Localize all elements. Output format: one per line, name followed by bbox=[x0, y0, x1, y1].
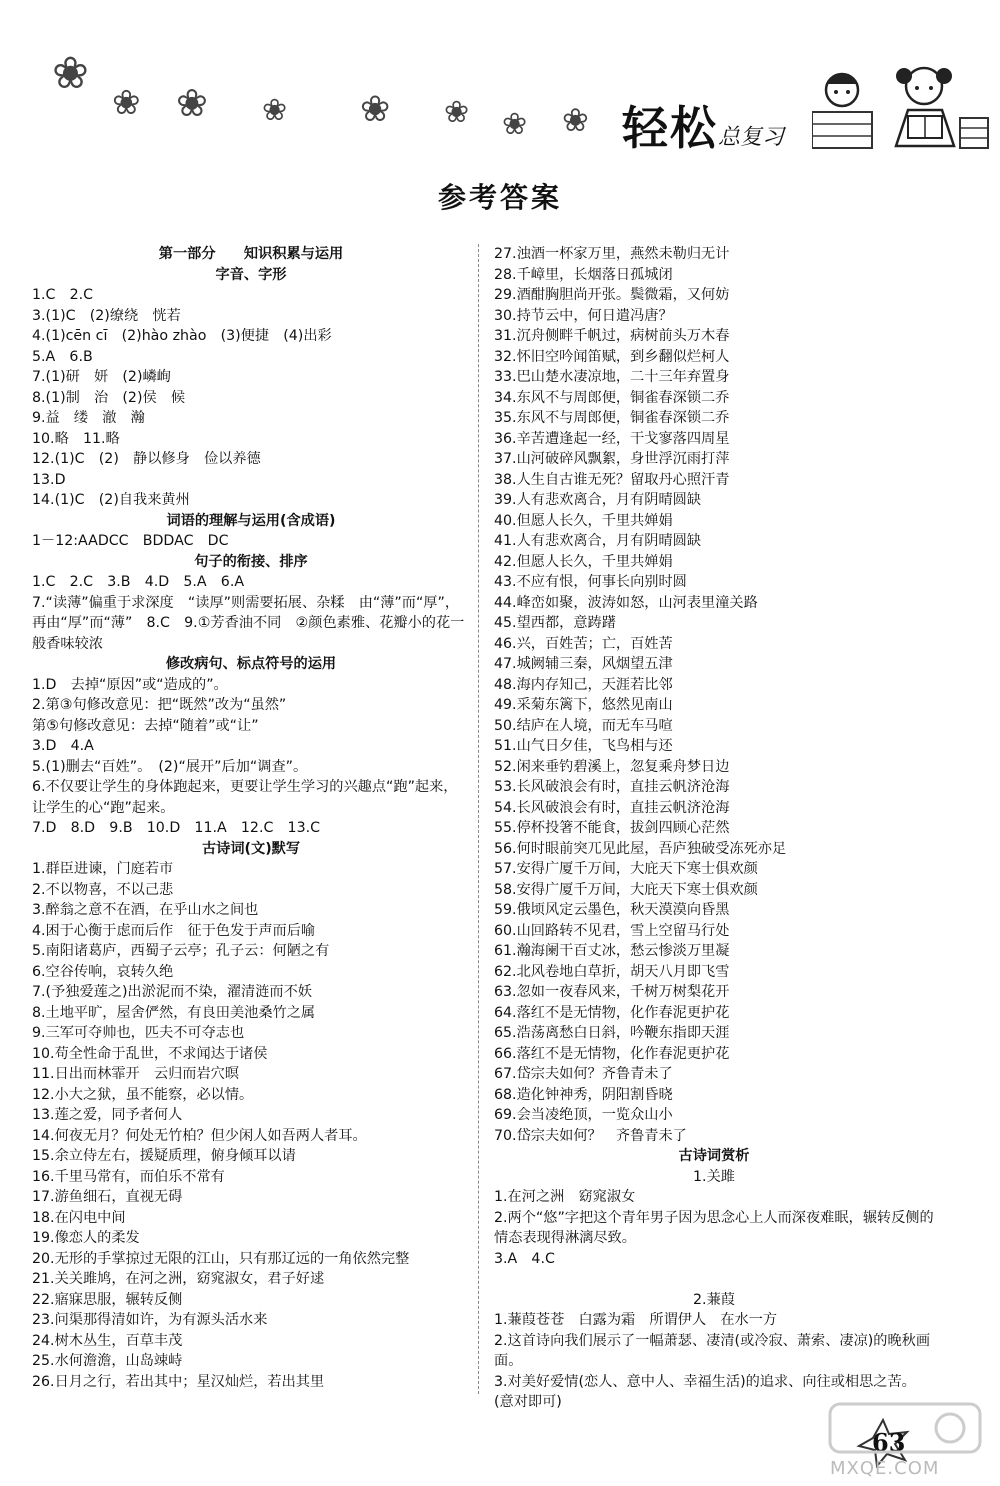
maple-leaf-icon: ❀ bbox=[562, 101, 589, 139]
maple-leaf-icon: ❀ bbox=[176, 81, 208, 125]
maple-leaf-icon: ❀ bbox=[444, 95, 470, 130]
answers-right-column bbox=[494, 244, 934, 1413]
answer-line: 2.两个“悠”字把这个青年男子因为思念心上人而深夜难眠，辗转反侧的情态表现得淋漓尽致。 bbox=[494, 1209, 934, 1246]
answer-line: 60.山回路转不见君，雪上空留马行处 bbox=[494, 922, 730, 939]
answer-line: 68.造化钟神秀，阴阳割昏晓 bbox=[494, 1086, 673, 1103]
answer-line: 65.浩荡离愁白日斜，吟鞭东指即天涯 bbox=[494, 1025, 730, 1041]
page-header bbox=[0, 0, 1000, 170]
answer-line: 15.余立侍左右，援疑质理，俯身倾耳以请 bbox=[32, 1148, 296, 1164]
section-heading: 修改病句、标点符号的运用 bbox=[165, 656, 337, 672]
maple-leaf-icon: ❀ bbox=[502, 107, 528, 142]
answer-line: 7.“读薄”偏重于求深度 “读厚”则需要拓展、杂糅 由“薄”而“厚”，再由“厚”而“薄” 8.C 9.①芳香油不同 ②颜色素雅、花瓣小的花一般香味较浓 bbox=[32, 594, 465, 652]
answer-line: 39.人有悲欢离合，月有阴晴圆缺 bbox=[494, 492, 702, 508]
answer-line: 69.会当凌绝顶，一览众山小 bbox=[494, 1107, 673, 1123]
answer-line: 9.三军可夺帅也，匹夫不可夺志也 bbox=[32, 1025, 245, 1041]
answer-line: 28.千嶂里，长烟落日孤城闭 bbox=[494, 266, 673, 283]
answer-line: 40.但愿人长久，千里共婵娟 bbox=[494, 512, 673, 529]
answer-line: 44.峰峦如聚，波涛如怒，山河表里潼关路 bbox=[494, 594, 758, 611]
answer-line: 1.C 2.C 3.B 4.D 5.A 6.A bbox=[32, 574, 245, 590]
answer-line: 41.人有悲欢离合，月有阴晴圆缺 bbox=[494, 533, 702, 549]
answer-line: 51.山气日夕佳，飞鸟相与还 bbox=[494, 738, 673, 754]
answer-line: 6.不仅要让学生的身体跑起来，更要让学生学习的兴趣点“跑”起来，让学生的心“跑”起来。 bbox=[32, 779, 458, 816]
answer-line: 32.怀旧空吟闻笛赋，到乡翻似烂柯人 bbox=[494, 348, 730, 365]
answer-line: 8.土地平旷，屋舍俨然，有良田美池桑竹之属 bbox=[32, 1004, 316, 1021]
answer-line: 35.东风不与周郎便，铜雀春深锁二乔 bbox=[494, 410, 730, 426]
answer-line: 14.何夜无月？何处无竹柏？但少闲人如吾两人者耳。 bbox=[32, 1127, 367, 1144]
answer-line: 2.第③句修改意见：把“既然”改为“虽然” bbox=[32, 697, 287, 713]
answer-line: 8.(1)制 治 (2)侯 候 bbox=[32, 389, 186, 406]
answers-left-column bbox=[32, 244, 470, 1392]
answer-line: 38.人生自古谁无死？留取丹心照汗青 bbox=[494, 471, 730, 488]
answer-line: 7.(予独爱莲之)出淤泥而不染，濯清涟而不妖 bbox=[32, 984, 312, 1000]
watermark-text: MXQE.COM bbox=[830, 1458, 940, 1479]
answer-line: 22.寤寐思服，辗转反侧 bbox=[32, 1291, 183, 1308]
answer-line: 67.岱宗夫如何？齐鲁青未了 bbox=[494, 1066, 673, 1082]
answer-line: 30.持节云中，何日遣冯唐？ bbox=[494, 307, 673, 324]
answer-line: 56.何时眼前突兀见此屋，吾庐独破受冻死亦足 bbox=[494, 840, 787, 857]
answer-line: 36.辛苦遭逢起一经，干戈寥落四周星 bbox=[494, 430, 730, 447]
answer-line: 53.长风破浪会有时，直挂云帆济沧海 bbox=[494, 779, 730, 795]
answer-line: 3.(1)C (2)缭绕 恍若 bbox=[32, 307, 181, 324]
section-heading: 词语的理解与运用(含成语) bbox=[166, 512, 336, 529]
answer-line: 19.像恋人的柔发 bbox=[32, 1230, 140, 1246]
answer-line: 18.在闪电中间 bbox=[32, 1209, 126, 1226]
answer-line: 45.望西都，意踌躇 bbox=[494, 615, 616, 631]
answer-line: 49.采菊东篱下，悠然见南山 bbox=[494, 697, 673, 713]
answer-line: 2.这首诗向我们展示了一幅萧瑟、凄清(或冷寂、萧索、凄凉)的晚秋画面。 bbox=[494, 1332, 931, 1369]
answer-line: 47.城阙辅三秦，风烟望五津 bbox=[494, 656, 673, 672]
answer-line: 1.D 去掉“原因”或“造成的”。 bbox=[32, 676, 228, 693]
section-heading: 字音、字形 bbox=[215, 266, 287, 283]
answer-line: 1.蒹葭苍苍 白露为霜 所谓伊人 在水一方 bbox=[494, 1312, 778, 1328]
answer-line: 10.苟全性命于乱世，不求闻达于诸侯 bbox=[32, 1045, 268, 1062]
answer-line: 13.D bbox=[32, 471, 66, 488]
brand-subtitle: 总复习 bbox=[718, 125, 785, 150]
brand-logo bbox=[622, 92, 784, 158]
answer-line: 24.树木丛生，百草丰茂 bbox=[32, 1332, 183, 1349]
answer-line: 1.在河之洲 窈窕淑女 bbox=[494, 1189, 636, 1205]
answer-line: 33.巴山楚水凄凉地，二十三年弃置身 bbox=[494, 369, 730, 385]
answer-line: 第⑤句修改意见：去掉“随着”或“让” bbox=[32, 717, 259, 734]
section-heading: 古诗词(文)默写 bbox=[201, 840, 301, 857]
answer-line: 17.游鱼细石，直视无碍 bbox=[32, 1189, 183, 1205]
answer-line: 10.略 11.略 bbox=[32, 430, 120, 447]
answer-line: 63.忽如一夜春风来，千树万树梨花开 bbox=[494, 984, 730, 1000]
answer-line: 12.(1)C (2) 静以修身 俭以养德 bbox=[32, 451, 261, 467]
answer-line: 3.醉翁之意不在酒，在乎山水之间也 bbox=[32, 902, 259, 918]
answer-line: 9.益 缕 澈 瀚 bbox=[32, 410, 145, 426]
answer-line: 26.日月之行，若出其中；星汉灿烂，若出其里 bbox=[32, 1373, 325, 1390]
answer-line: 37.山河破碎风飘絮，身世浮沉雨打萍 bbox=[494, 451, 730, 467]
reading-kids-illustration bbox=[812, 60, 990, 150]
brand-title: 轻松 bbox=[622, 101, 718, 155]
page-title: 参考答案 bbox=[437, 181, 562, 214]
answer-line: 23.问渠那得清如许，为有源头活水来 bbox=[32, 1312, 268, 1328]
answer-line: 66.落红不是无情物，化作春泥更护花 bbox=[494, 1045, 730, 1062]
answer-line: 31.沉舟侧畔千帆过，病树前头万木春 bbox=[494, 328, 730, 344]
answer-line: 1.C 2.C bbox=[32, 287, 94, 303]
answer-line: 25.水何澹澹，山岛竦峙 bbox=[32, 1353, 183, 1369]
answer-line: 7.(1)研 妍 (2)嶙峋 bbox=[32, 369, 171, 385]
answer-line: 2.不以物喜，不以己悲 bbox=[32, 881, 174, 898]
column-divider bbox=[478, 244, 480, 1394]
answer-line: 1.群臣进谏，门庭若市 bbox=[32, 861, 174, 877]
section-heading: 古诗词赏析 bbox=[678, 1148, 750, 1164]
answer-line: 14.(1)C (2)自我来黄州 bbox=[32, 492, 190, 508]
maple-leaf-icon: ❀ bbox=[262, 93, 288, 128]
answer-line: 58.安得广厦千万间，大庇天下寒士俱欢颜 bbox=[494, 881, 758, 898]
answer-line: 70.岱宗夫如何？ 齐鲁青未了 bbox=[494, 1127, 687, 1144]
answer-line: 13.莲之爱，同予者何人 bbox=[32, 1107, 183, 1123]
answer-line: 7.D 8.D 9.B 10.D 11.A 12.C 13.C bbox=[32, 820, 321, 836]
section-heading: 第一部分 知识积累与运用 bbox=[158, 246, 344, 262]
answer-line: 6.空谷传响，哀转久绝 bbox=[32, 963, 174, 980]
section-heading: 句子的衔接、排序 bbox=[194, 553, 308, 570]
answer-line: 5.(1)删去“百姓”。 (2)“展开”后加“调查”。 bbox=[32, 758, 308, 775]
answer-line: 61.瀚海阑干百丈冰，愁云惨淡万里凝 bbox=[494, 943, 730, 959]
answer-line: 4.(1)cēn cī (2)hào zhào (3)便捷 (4)出彩 bbox=[32, 328, 332, 344]
answer-line: 5.南阳诸葛庐，西蜀子云亭；孔子云：何陋之有 bbox=[32, 943, 330, 959]
answer-line: 3.A 4.C bbox=[494, 1250, 555, 1267]
answer-line: 55.停杯投箸不能食，拔剑四顾心茫然 bbox=[494, 820, 730, 836]
answer-line: 2.蒹葭 bbox=[693, 1291, 735, 1308]
answer-line: 57.安得广厦千万间，大庇天下寒士俱欢颜 bbox=[494, 861, 758, 877]
answer-line: 48.海内存知己，天涯若比邻 bbox=[494, 676, 673, 693]
answer-line: 3.对美好爱情(恋人、意中人、幸福生活)的追求、向往或相思之苦。(意对即可) bbox=[494, 1373, 916, 1410]
answer-line: 16.千里马常有，而伯乐不常有 bbox=[32, 1168, 225, 1185]
answer-line: 3.D 4.A bbox=[32, 738, 94, 754]
answer-line bbox=[494, 1269, 934, 1290]
answer-line: 64.落红不是无情物，化作春泥更护花 bbox=[494, 1004, 730, 1021]
answer-line: 1－12:AADCC BDDAC DC bbox=[32, 533, 229, 549]
answer-line: 59.俄顷风定云墨色，秋天漠漠向昏黑 bbox=[494, 902, 730, 918]
maple-leaf-icon: ❀ bbox=[52, 48, 89, 99]
answer-line: 50.结庐在人境，而无车马喧 bbox=[494, 717, 673, 734]
answer-line: 29.酒酣胸胆尚开张。鬓微霜，又何妨 bbox=[494, 287, 730, 303]
answer-line: 42.但愿人长久，千里共婵娟 bbox=[494, 553, 673, 570]
answer-line: 21.关关雎鸠，在河之洲，窈窕淑女，君子好逑 bbox=[32, 1271, 325, 1287]
maple-leaf-icon: ❀ bbox=[360, 89, 391, 130]
page-number: 63 bbox=[872, 1428, 906, 1457]
answer-line: 27.浊酒一杯家万里，燕然未勒归无计 bbox=[494, 246, 730, 262]
answer-line: 54.长风破浪会有时，直挂云帆济沧海 bbox=[494, 799, 730, 816]
maple-leaf-icon: ❀ bbox=[112, 83, 141, 123]
answer-line: 12.小大之狱，虽不能察，必以情。 bbox=[32, 1086, 254, 1103]
answer-line: 20.无形的手掌掠过无限的江山，只有那辽远的一角依然完整 bbox=[32, 1250, 410, 1267]
answer-line: 34.东风不与周郎便，铜雀春深锁二乔 bbox=[494, 389, 730, 406]
answer-line: 46.兴，百姓苦；亡，百姓苦 bbox=[494, 635, 673, 652]
answer-line: 62.北风卷地白草折，胡天八月即飞雪 bbox=[494, 963, 730, 980]
answer-line: 52.闲来垂钓碧溪上，忽复乘舟梦日边 bbox=[494, 758, 730, 775]
answer-line: 43.不应有恨，何事长向别时圆 bbox=[494, 574, 687, 590]
answer-line: 5.A 6.B bbox=[32, 348, 93, 365]
answer-line: 11.日出而林霏开 云归而岩穴暝 bbox=[32, 1066, 240, 1082]
answer-line: 4.困于心衡于虑而后作 征于色发于声而后喻 bbox=[32, 922, 316, 939]
answer-line: 1.关雎 bbox=[693, 1168, 735, 1185]
